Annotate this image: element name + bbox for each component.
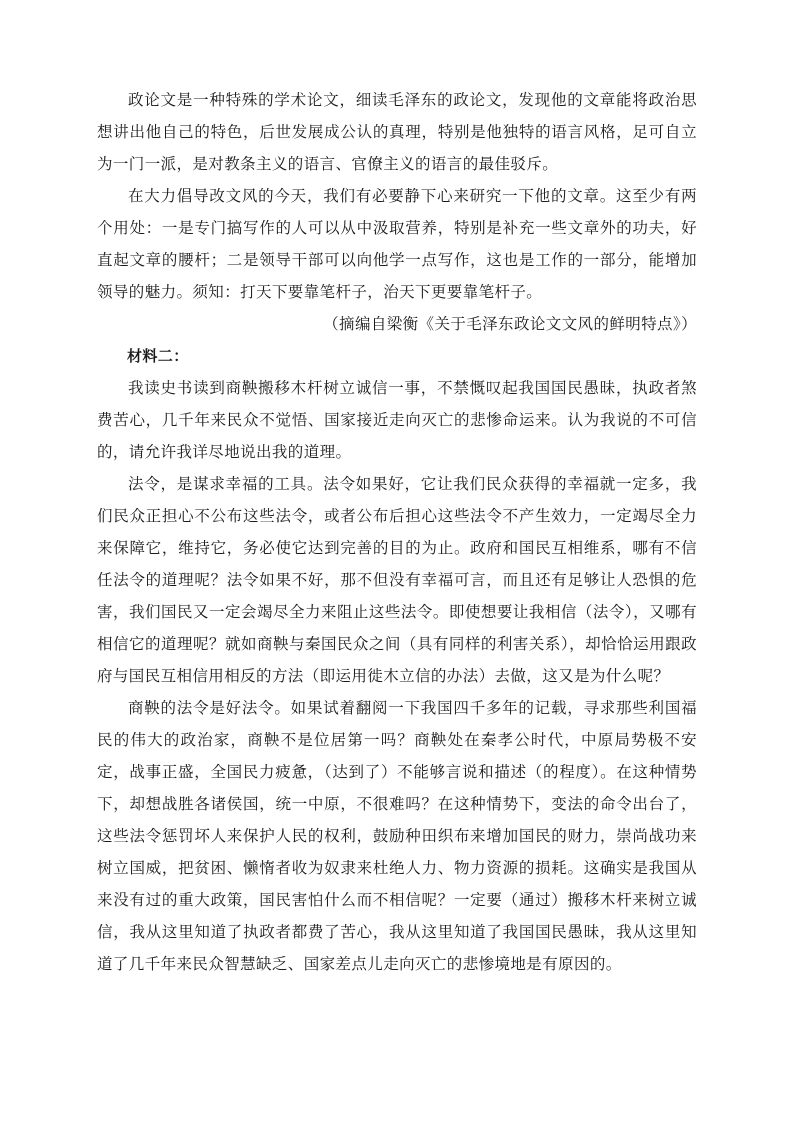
paragraph-material2-3: 商鞅的法令是好法令。如果试着翻阅一下我国四千多年的记载，寻求那些利国福民的伟大的政治家，商鞅不是位居第一吗？商鞅处在秦孝公时代，中原局势极不安定，战事正盛，全国民力疲惫，（达到了）不能够言说和描述（的程度）。在这种情势下，却想战胜各诸侯国，统一中原，不很难吗？在这种情势下，变法的命令出台了，这些法令惩罚坏人来保护人民的权利，鼓励种田织布来增加国民的财力，崇尚战功来树立国威，把贫困、懒惰者收为奴隶来杜绝人力、物力资源的损耗。这确实是我国从来没有过的重大政策，国民害怕什么而不相信呢？一定要（通过）搬移木杆来树立诚信，我从这里知道了执政者都费了苦心，我从这里知道了我国国民愚昧，我从这里知道了几千年来民众智慧缺乏、国家差点儿走向灭亡的悲惨境地是有原因的。: [97, 699, 697, 973]
paragraph-intro-1: 政论文是一种特殊的学术论文，细读毛泽东的政论文，发现他的文章能将政治思想讲出他自己的特色，后世发展成公认的真理，特别是他独特的语言风格，足可自立为一门一派，是对教条主义的语言、官僚主义的语言的最佳驳斥。: [97, 91, 697, 173]
source-citation: （摘编自梁衡《关于毛泽东政论文文风的鲜明特点》）: [323, 315, 697, 333]
paragraph-intro-2: 在大力倡导改文风的今天，我们有必要静下心来研究一下他的文章。这至少有两个用处：一是专门搞写作的人可以从中汲取营养，特别是补充一些文章外的功夫，好直起文章的腰杆；二是领导干部可以向他学一点写作，这也是工作的一部分，能增加领导的魅力。须知：打天下要靠笔杆子，治天下更要靠笔杆子。: [97, 187, 697, 301]
paragraph-material2-2: 法令，是谋求幸福的工具。法令如果好，它让我们民众获得的幸福就一定多，我们民众正担心不公布这些法令，或者公布后担心这些法令不产生效力，一定竭尽全力来保障它，维持它，务必使它达到完善的目的为止。政府和国民互相维系，哪有不信任法令的道理呢？法令如果不好，那不但没有幸福可言，而且还有足够让人恐惧的危害，我们国民又一定会竭尽全力来阻止这些法令。即使想要让我相信（法令），又哪有相信它的道理呢？就如商鞅与秦国民众之间（具有同样的利害关系），却恰恰运用跟政府与国民互相信用相反的方法（即运用徙木立信的办法）去做，这又是为什么呢？: [97, 475, 697, 685]
paragraph-material2-1: 我读史书读到商鞅搬移木杆树立诚信一事，不禁慨叹起我国国民愚昧，执政者煞费苦心，几千年来民众不觉悟、国家接近走向灭亡的悲惨命运来。认为我说的不可信的，请允许我详尽地说出我的道理。: [97, 379, 697, 461]
section-heading-material-2: 材料二：: [127, 347, 189, 365]
document-page: [97, 84, 697, 980]
